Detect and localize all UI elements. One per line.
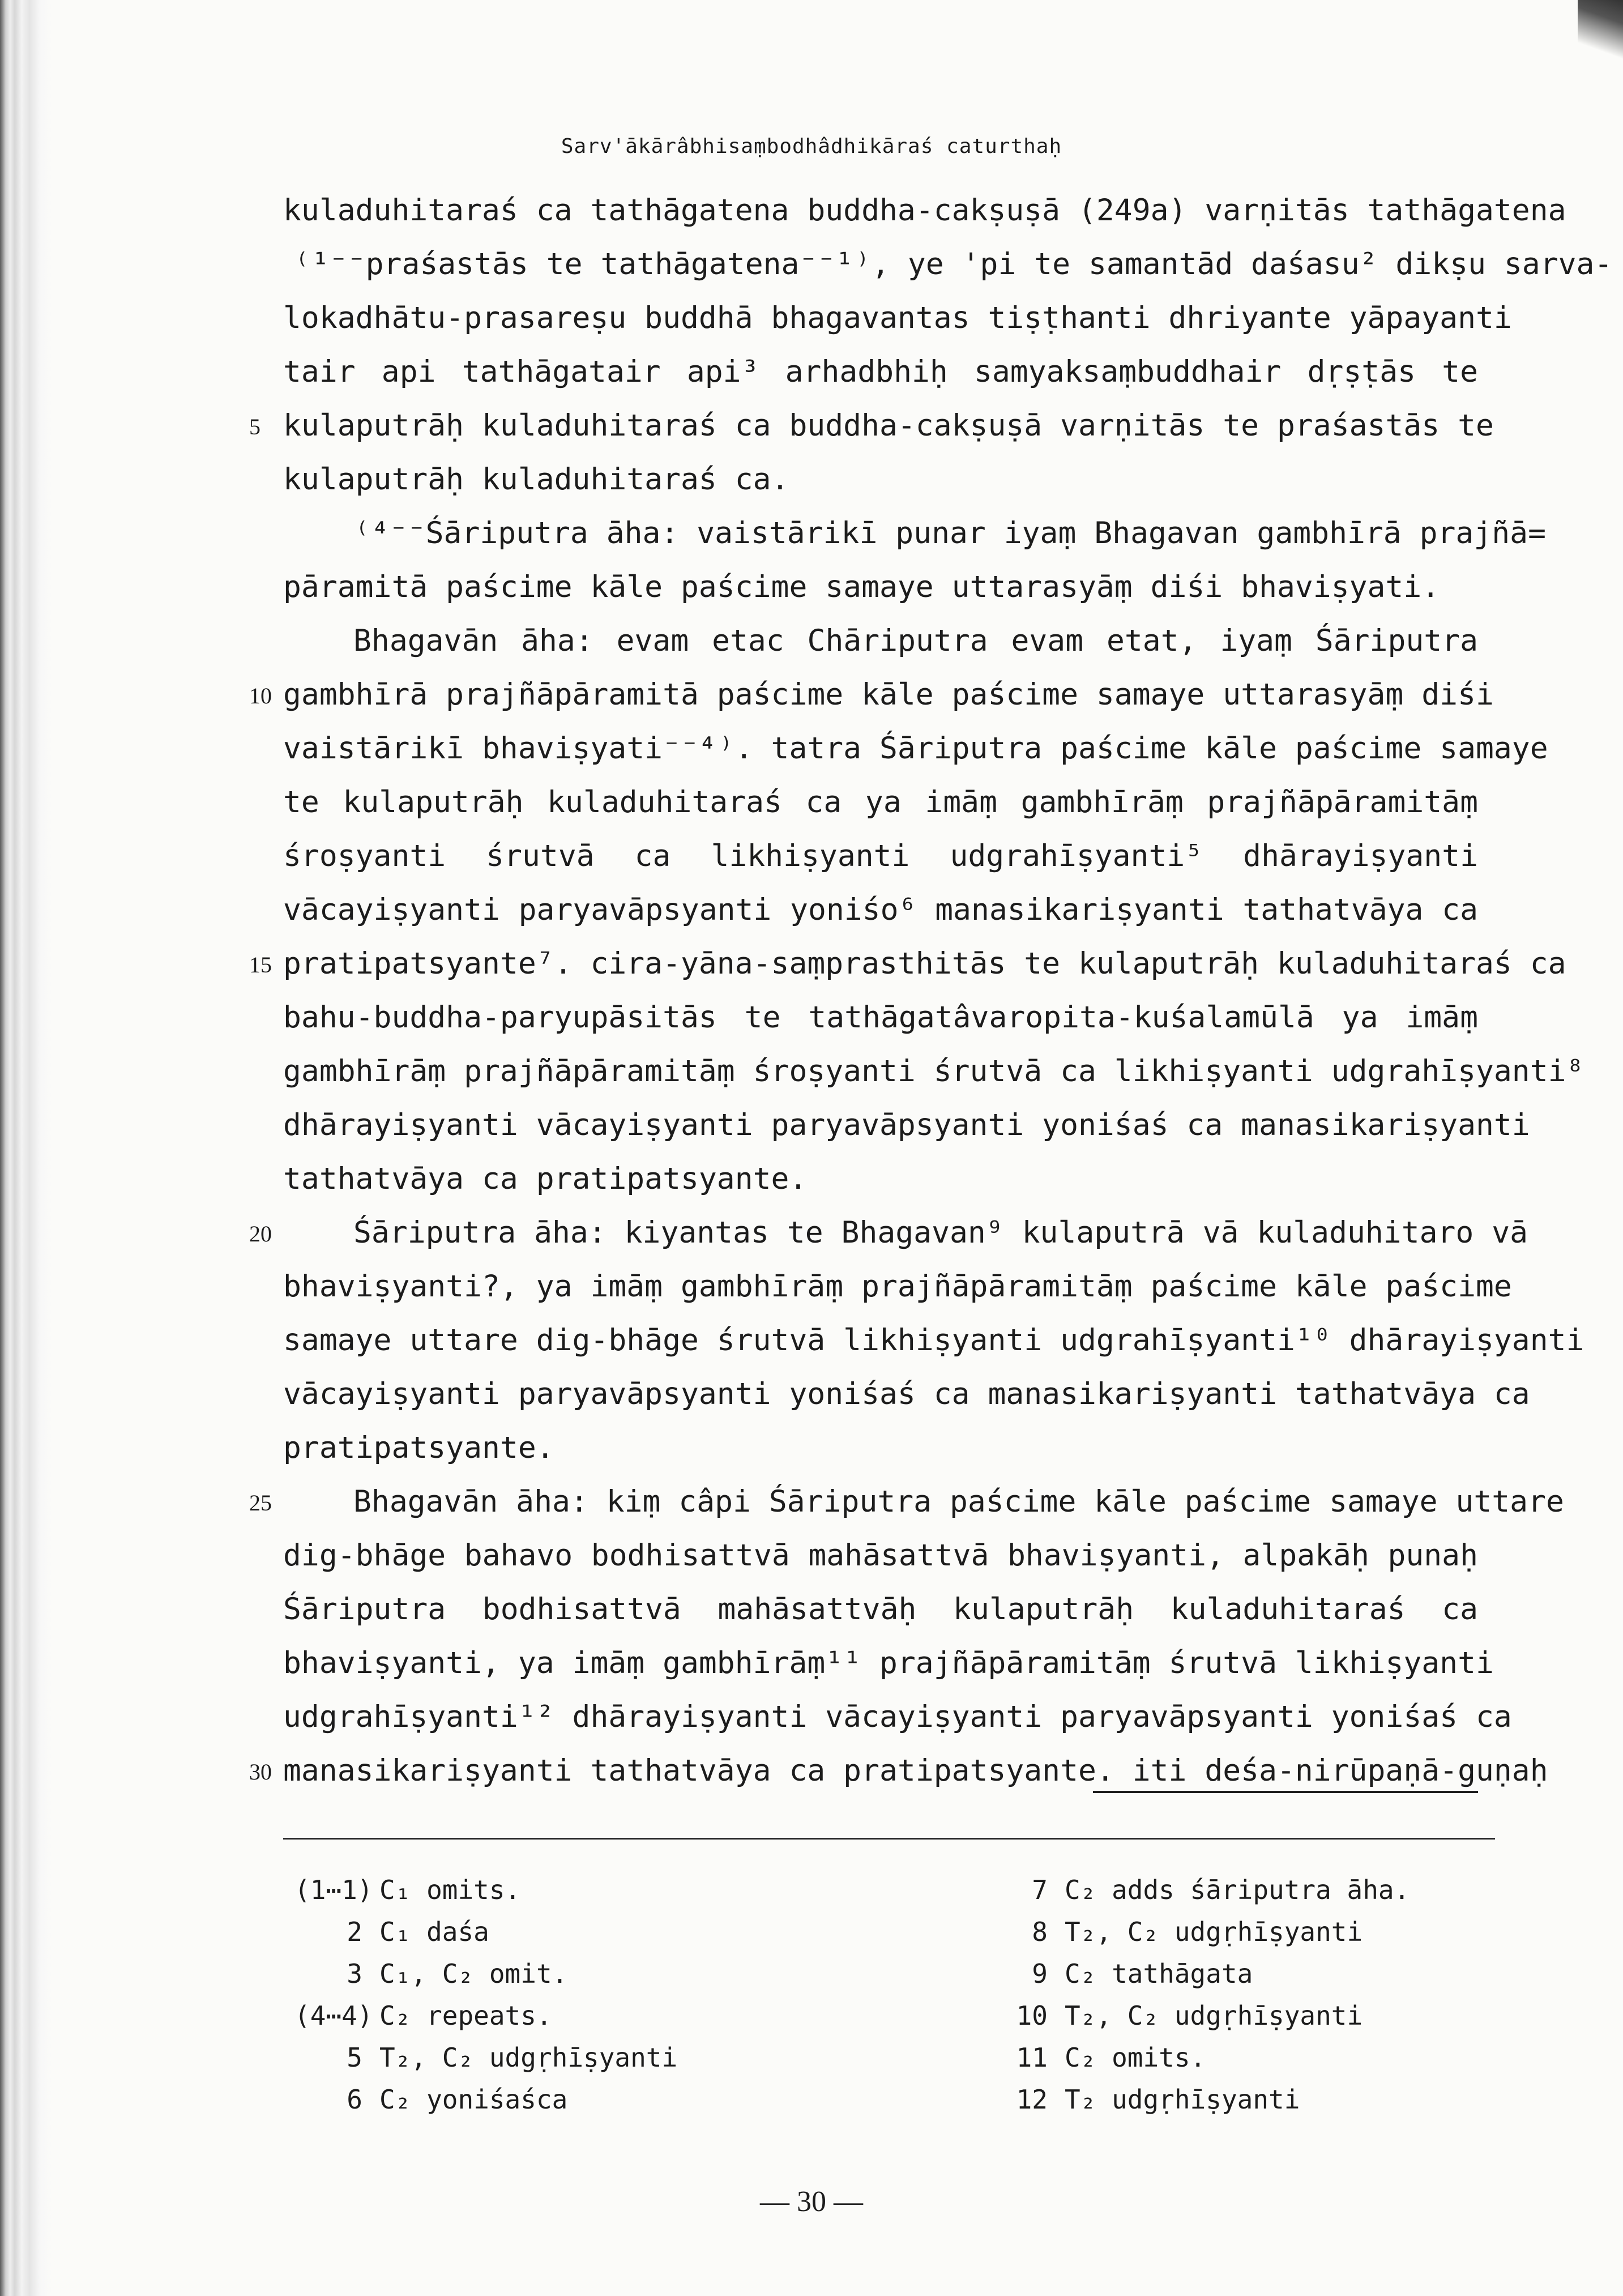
footnote [980,1869,1410,1911]
footnote [980,2037,1410,2079]
footnote-rule [283,1838,1495,1840]
footnote [294,1911,677,1953]
text-line: ⁽⁴⁻⁻Śāriputra āha: vaistārikī punar iyaṃ Bhagavan gambhīrā prajñā= [353,516,1546,550]
line-number: 10 [249,683,272,709]
footnotes [283,1869,1495,2115]
footnote-text: C₂ omits. [1065,2042,1206,2073]
footnote-text: C₁ daśa [379,1917,489,1947]
footnote-number: 11 [1016,2042,1048,2073]
text-line: tair api tathāgatair api³ arhadbhiḥ samyaksaṃbuddhair dṛṣṭās te [283,355,1478,389]
page-number: — 30 — [760,2186,863,2218]
footnote [980,1911,1410,1953]
text-line: śroṣyanti śrutvā ca likhiṣyanti udgrahīṣyanti⁵ dhārayiṣyanti [283,839,1478,873]
running-head: Sarv'ākārâbhisaṃbodhâdhikāraś caturthaḥ [561,135,1062,158]
footnote-number: 3 [347,1958,362,1989]
text-line: Bhagavān āha: evam etac Chāriputra evam etat, iyaṃ Śāriputra [353,624,1478,658]
text-line: udgrahīṣyanti¹² dhārayiṣyanti vācayiṣyanti paryavāpsyanti yoniśaś ca [283,1700,1512,1734]
footnote-text: C₂ yoniśaśca [379,2084,568,2115]
text-line: kuladuhitaraś ca tathāgatena buddha-cakṣuṣā (249a) varṇitās tathāgatena [283,193,1566,228]
text-line: gambhīrāṃ prajñāpāramitāṃ śroṣyanti śrutvā ca likhiṣyanti udgrahīṣyanti⁸ [283,1054,1584,1089]
heading-underline [1093,1791,1478,1793]
footnote-text: C₁ omits. [379,1875,521,1905]
footnote-number: (4⋯4) [294,2000,373,2031]
text-line: bhaviṣyanti?, ya imāṃ gambhīrāṃ prajñāpāramitāṃ paścime kāle paścime [283,1269,1512,1304]
text-line: vācayiṣyanti paryavāpsyanti yoniśo⁶ manasikariṣyanti tathatvāya ca [283,893,1478,927]
text-line: pratipatsyante⁷. cira-yāna-saṃprasthitās te kulaputrāḥ kuladuhitaraś ca [283,946,1566,981]
footnote-number: 10 [1016,2000,1048,2031]
footnote [980,1953,1410,1995]
footnote-number: 12 [1016,2084,1048,2115]
text-line: bahu-buddha-paryupāsitās te tathāgatâvaropita-kuśalamūlā ya imāṃ [283,1000,1478,1035]
footnote [980,2079,1410,2120]
text-line: vācayiṣyanti paryavāpsyanti yoniśaś ca manasikariṣyanti tathatvāya ca [283,1377,1530,1411]
footnote-text: T₂ udgṛhīṣyanti [1065,2084,1300,2115]
footnote-text: C₂ tathāgata [1065,1958,1253,1989]
text-line: manasikariṣyanti tathatvāya ca pratipatsyante. iti deśa-nirūpaṇā-guṇaḥ [283,1753,1548,1788]
footnote-text: C₂ repeats. [379,2000,552,2031]
footnote-number: 5 [347,2042,362,2073]
line-number: 30 [249,1759,272,1785]
footnote-number: 6 [347,2084,362,2115]
text-line: dhārayiṣyanti vācayiṣyanti paryavāpsyanti yoniśaś ca manasikariṣyanti [283,1108,1530,1142]
footnotes-right-column [980,1869,1410,2120]
text-line: bhaviṣyanti, ya imāṃ gambhīrāṃ¹¹ prajñāpāramitāṃ śrutvā likhiṣyanti [283,1646,1494,1680]
text-line: kulaputrāḥ kuladuhitaraś ca buddha-cakṣuṣā varṇitās te praśastās te [283,408,1494,443]
text-line: ⁽¹⁻⁻praśastās te tathāgatena⁻⁻¹⁾, ye 'pi te samantād daśasu² dikṣu sarva- [293,247,1613,281]
text-line: tathatvāya ca pratipatsyante. [283,1162,808,1196]
footnote [980,1995,1410,2037]
text-line: lokadhātu-prasareṣu buddhā bhagavantas tiṣṭhanti dhriyante yāpayanti [283,301,1512,335]
text-line: te kulaputrāḥ kuladuhitaraś ca ya imāṃ gambhīrāṃ prajñāpāramitāṃ [283,785,1478,820]
footnote-text: T₂, C₂ udgṛhīṣyanti [1065,1917,1363,1947]
text-line: vaistārikī bhaviṣyati⁻⁻⁴⁾. tatra Śāriputra paścime kāle paścime samaye [283,731,1548,766]
footnote [294,1953,677,1995]
line-number: 15 [249,952,272,978]
footnote-number: (1⋯1) [294,1875,373,1905]
text-line: Bhagavān āha: kiṃ câpi Śāriputra paścime kāle paścime samaye uttare [353,1484,1564,1519]
footnote-number: 9 [1032,1958,1048,1989]
text-line: dig-bhāge bahavo bodhisattvā mahāsattvā bhaviṣyanti, alpakāḥ punaḥ [283,1538,1478,1573]
text-line: gambhīrā prajñāpāramitā paścime kāle paścime samaye uttarasyāṃ diśi [283,677,1494,712]
footnote [294,1869,677,1911]
scan-corner-mark [1578,0,1623,62]
footnote-text: T₂, C₂ udgṛhīṣyanti [379,2042,678,2073]
line-number: 25 [249,1490,272,1516]
footnote [294,2079,677,2120]
line-number: 20 [249,1221,272,1247]
footnote [294,1995,677,2037]
footnote-number: 2 [347,1917,362,1947]
footnote-number: 8 [1032,1917,1048,1947]
text-line: samaye uttare dig-bhāge śrutvā likhiṣyanti udgrahīṣyanti¹⁰ dhārayiṣyanti [283,1323,1584,1358]
text-line: kulaputrāḥ kuladuhitaraś ca. [283,462,789,497]
footnote [294,2037,677,2079]
text-line: pāramitā paścime kāle paścime samaye uttarasyāṃ diśi bhaviṣyati. [283,570,1440,604]
footnote-text: T₂, C₂ udgṛhīṣyanti [1065,2000,1363,2031]
line-number: 5 [249,414,260,439]
text-line: Śāriputra āha: kiyantas te Bhagavan⁹ kulaputrā vā kuladuhitaro vā [353,1215,1528,1250]
text-line: pratipatsyante. [283,1431,554,1465]
text-line: Śāriputra bodhisattvā mahāsattvāḥ kulaputrāḥ kuladuhitaraś ca [283,1592,1478,1627]
footnote-text: C₁, C₂ omit. [379,1958,568,1989]
scan-edge-shadow [0,0,52,2296]
footnote-number: 7 [1032,1875,1048,1905]
footnotes-left-column [294,1869,677,2120]
footnote-text: C₂ adds śāriputra āha. [1065,1875,1410,1905]
